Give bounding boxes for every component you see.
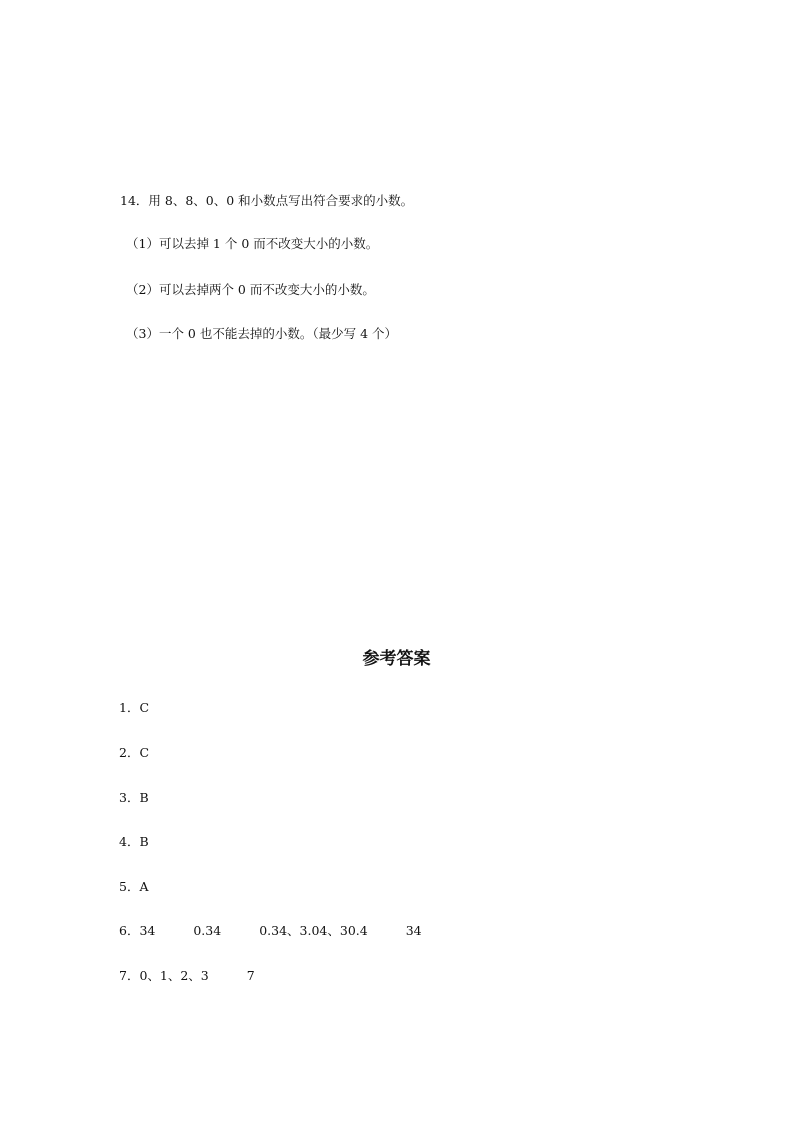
answer-6-part-2: 0.34 (193, 923, 222, 938)
answer-item-1: 1．C (119, 700, 150, 715)
answer-item-4: 4．B (119, 834, 149, 849)
answer-item-2: 2．C (119, 745, 150, 760)
answer-title: 参考答案 (362, 649, 431, 669)
answer-item-3: 3．B (119, 790, 149, 805)
answer-item-7 (119, 968, 255, 984)
answer-6-part-4: 34 (405, 923, 422, 938)
answer-7-part-2: 7 (246, 968, 255, 983)
answer-6-part-1: 6．34 (119, 923, 156, 938)
question-part-1: （1）可以去掉 1 个 0 而不改变大小的小数。 (126, 236, 379, 251)
answer-item-6 (119, 923, 422, 939)
answer-item-5: 5．A (119, 879, 149, 894)
question-part-3: （3）一个 0 也不能去掉的小数。（最少写 4 个） (126, 326, 398, 341)
question-stem: 14．用 8、8、0、0 和小数点写出符合要求的小数。 (120, 193, 414, 208)
answer-6-part-3: 0.34、3.04、30.4 (259, 923, 368, 938)
question-part-2: （2）可以去掉两个 0 而不改变大小的小数。 (126, 282, 375, 297)
answer-7-part-1: 7．0、1、2、3 (119, 968, 209, 983)
